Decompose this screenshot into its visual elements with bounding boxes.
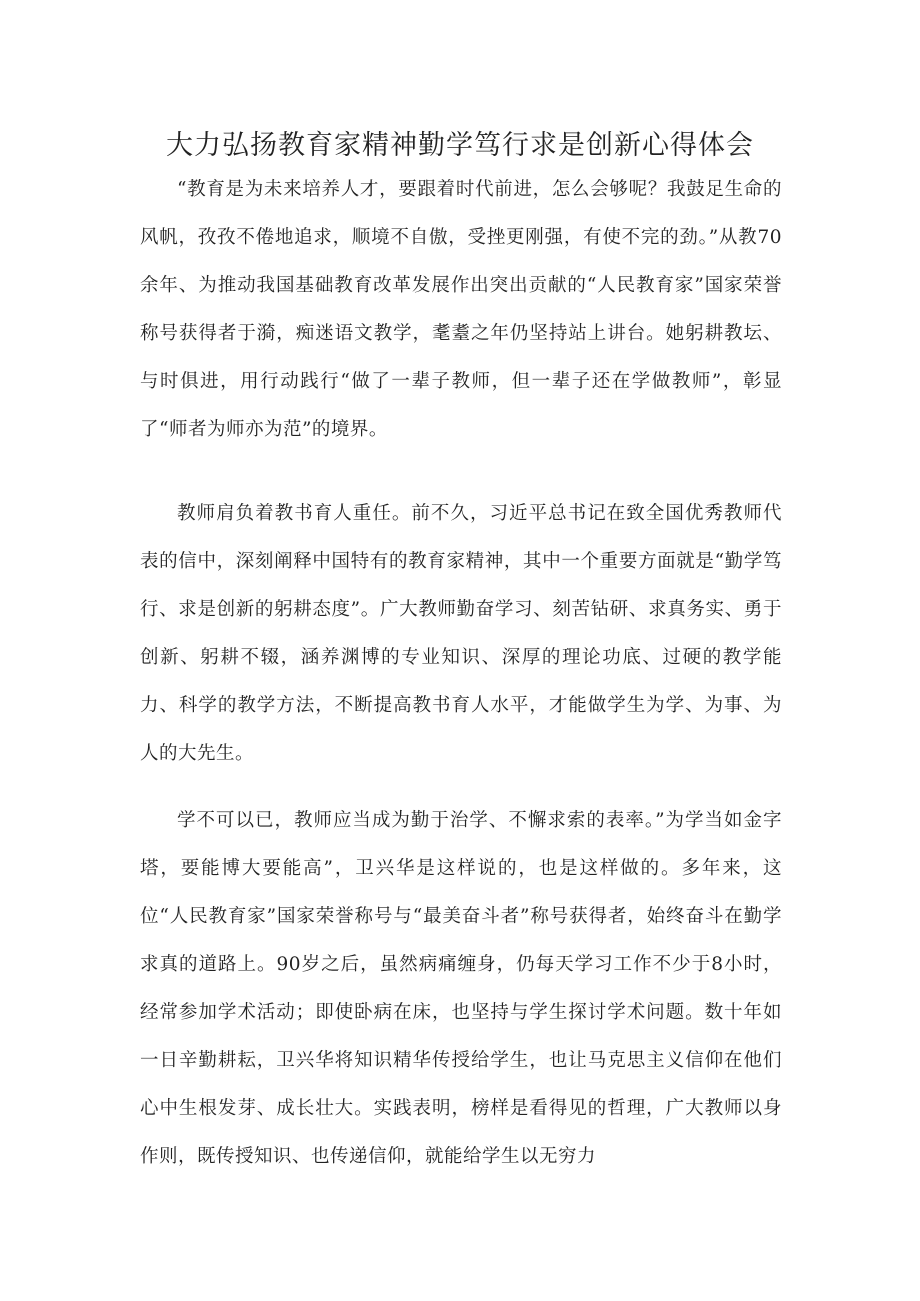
paragraph-2: 教师肩负着教书育人重任。前不久，习近平总书记在致全国优秀教师代表的信中，深刻阐释中国特有的教育家精神，其中一个重要方面就是“勤学笃行、求是创新的躬耕态度”。广大教师勤奋学习、刻苦钻研、求真务实、勇于创新、躬耕不辍，涵养渊博的专业知识、深厚的理论功底、过硬的教学能力、科学的教学方法，不断提高教书育人水平，才能做学生为学、为事、为人的大先生。 <box>140 503 782 764</box>
paragraph-1: “教育是为未来培养人才，要跟着时代前进，怎么会够呢？我鼓足生命的风帆，孜孜不倦地追求，顺境不自傲，受挫更刚强，有使不完的劲。”从教70余年、为推动我国基础教育改革发展作出突出贡献的“人民教育家”国家荣誉称号获得者于漪，痴迷语文教学，耄耋之年仍坚持站上讲台。她躬耕教坛、与时俱进，用行动践行“做了一辈子教师，但一辈子还在学做教师”，彰显了“师者为师亦为范”的境界。 <box>140 179 782 440</box>
document-title: 大力弘扬教育家精神勤学笃行求是创新心得体会 <box>166 130 754 161</box>
paragraph-3: 学不可以已，教师应当成为勤于治学、不懈求索的表率。”为学当如金字塔，要能博大要能高”，卫兴华是这样说的，也是这样做的。多年来，这位“人民教育家”国家荣誉称号与“最美奋斗者”称号获得者，始终奋斗在勤学求真的道路上。90岁之后，虽然病痛缠身，仍每天学习工作不少于8小时，经常参加学术活动；即使卧病在床，也坚持与学生探讨学术问题。数十年如一日辛勤耕耘，卫兴华将知识精华传授给学生，也让马克思主义信仰在他们心中生根发芽、成长壮大。实践表明，榜样是看得见的哲理，广大教师以身作则，既传授知识、也传递信仰，就能给学生以无穷力 <box>140 810 782 1167</box>
